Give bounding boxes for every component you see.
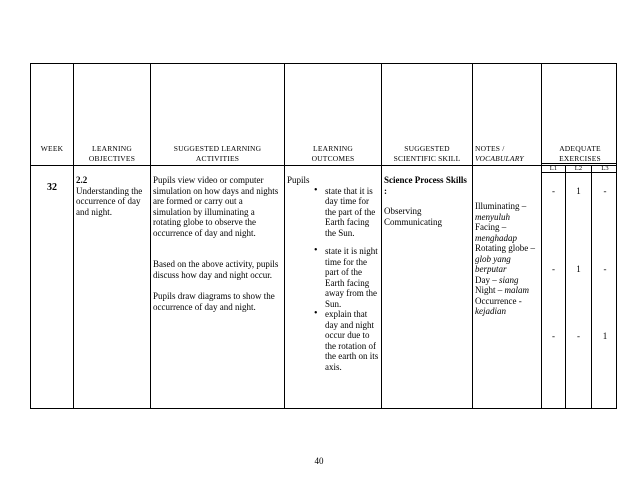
exercise-value: - xyxy=(603,186,607,196)
vocab-english: Night – xyxy=(475,285,503,295)
outcome-item: • state that it is day time for the part of the Earth facing the Sun. xyxy=(325,186,379,239)
header-skills-line2: SCIENTIFIC SKILL xyxy=(393,154,461,163)
vocab-entry xyxy=(475,275,539,286)
header-activities-line2: ACTIVITIES xyxy=(195,154,240,163)
lesson-plan-table xyxy=(30,63,617,409)
header-level-2: L2 xyxy=(574,165,583,172)
vocab-english: Rotating globe – xyxy=(475,243,535,253)
header-notes xyxy=(475,144,541,164)
row-divider xyxy=(541,172,616,173)
vocab-malay: malam xyxy=(504,285,530,295)
scientific-skills xyxy=(384,175,470,227)
vocab-english: Facing – xyxy=(475,222,507,232)
vocab-malay: glob yang berputar xyxy=(475,253,511,274)
vocab-english: Occurrence - xyxy=(475,295,522,306)
vocab-entry xyxy=(475,285,539,296)
column-divider xyxy=(591,165,592,408)
header-objectives-line2: OBJECTIVES xyxy=(88,154,136,163)
vocab-entry xyxy=(475,222,539,243)
header-exercises xyxy=(542,144,618,164)
header-objectives xyxy=(74,144,150,164)
column-divider xyxy=(381,64,382,408)
header-week: WEEK xyxy=(40,144,64,153)
header-skills-line1: SUGGESTED xyxy=(404,144,450,153)
outcomes-list xyxy=(287,186,379,373)
activity-paragraph: Pupils draw diagrams to show the occurrence of day and night. xyxy=(153,291,275,312)
column-divider xyxy=(284,64,285,408)
exercise-value: - xyxy=(603,264,607,274)
column-divider xyxy=(541,64,542,408)
learning-objective xyxy=(76,175,149,217)
outcomes-intro: Pupils xyxy=(287,175,310,185)
week-number: 32 xyxy=(47,182,57,193)
outcome-item: • state it is night time for the part of the Earth facing away from the Sun. xyxy=(325,246,379,309)
vocabulary xyxy=(475,201,539,317)
header-level-3: L3 xyxy=(601,165,609,172)
header-skills xyxy=(382,144,472,164)
vocab-entry xyxy=(475,201,539,222)
skill-item: Communicating xyxy=(384,216,442,227)
page-number: 40 xyxy=(314,456,324,466)
suggested-activities xyxy=(153,175,281,312)
exercise-value: - xyxy=(552,264,555,274)
vocab-english: Day – xyxy=(475,274,497,285)
objective-text: Understanding the occurrence of day and night. xyxy=(76,185,143,217)
vocab-english: Illuminating – xyxy=(475,201,527,211)
outcome-item: • explain that day and night occur due to the rotation of the earth on its axis. xyxy=(325,309,379,372)
vocab-malay: menyuluh xyxy=(475,211,510,222)
activity-paragraph: Pupils view video or computer simulation on how days and nights are formed or carry out a simulation by illuminating a rotating globe to observe the occurrence of day and night. xyxy=(153,175,279,238)
header-outcomes-line2: OUTCOMES xyxy=(311,154,355,163)
exercise-value: - xyxy=(577,331,580,341)
column-divider xyxy=(150,64,151,408)
skills-title: Science Process Skills : xyxy=(384,175,467,196)
exercise-value: - xyxy=(552,331,555,341)
header-objectives-line1: LEARNING xyxy=(92,144,132,153)
header-activities-line1: SUGGESTED LEARNING xyxy=(173,144,262,153)
vocab-entry xyxy=(475,243,539,275)
vocab-entry xyxy=(475,296,539,317)
header-notes-line2: VOCABULARY xyxy=(475,154,524,163)
column-divider xyxy=(472,64,473,408)
header-activities xyxy=(151,144,284,164)
exercise-value: 1 xyxy=(602,331,608,341)
vocab-malay: siang xyxy=(499,274,519,285)
skill-item: Observing xyxy=(384,206,422,216)
header-outcomes-line1: LEARNING xyxy=(313,144,353,153)
activity-paragraph: Based on the above activity, pupils discuss how day and night occur. xyxy=(153,259,279,280)
row-divider xyxy=(31,165,616,166)
column-divider xyxy=(73,64,74,408)
header-notes-line1: NOTES / xyxy=(475,144,505,153)
vocab-malay: kejadian xyxy=(475,306,506,316)
header-level-1: L1 xyxy=(549,165,558,172)
column-divider xyxy=(565,165,566,408)
exercise-value: - xyxy=(552,186,555,196)
header-exercises-line1: ADEQUATE xyxy=(559,144,601,153)
learning-outcomes xyxy=(287,175,379,380)
header-outcomes xyxy=(285,144,381,164)
objective-code: 2.2 xyxy=(76,175,88,185)
exercise-value: 1 xyxy=(576,186,581,196)
exercise-value: 1 xyxy=(576,264,581,274)
header-exercises-line2: EXERCISES xyxy=(559,154,601,163)
vocab-malay: menghadap xyxy=(475,232,517,243)
